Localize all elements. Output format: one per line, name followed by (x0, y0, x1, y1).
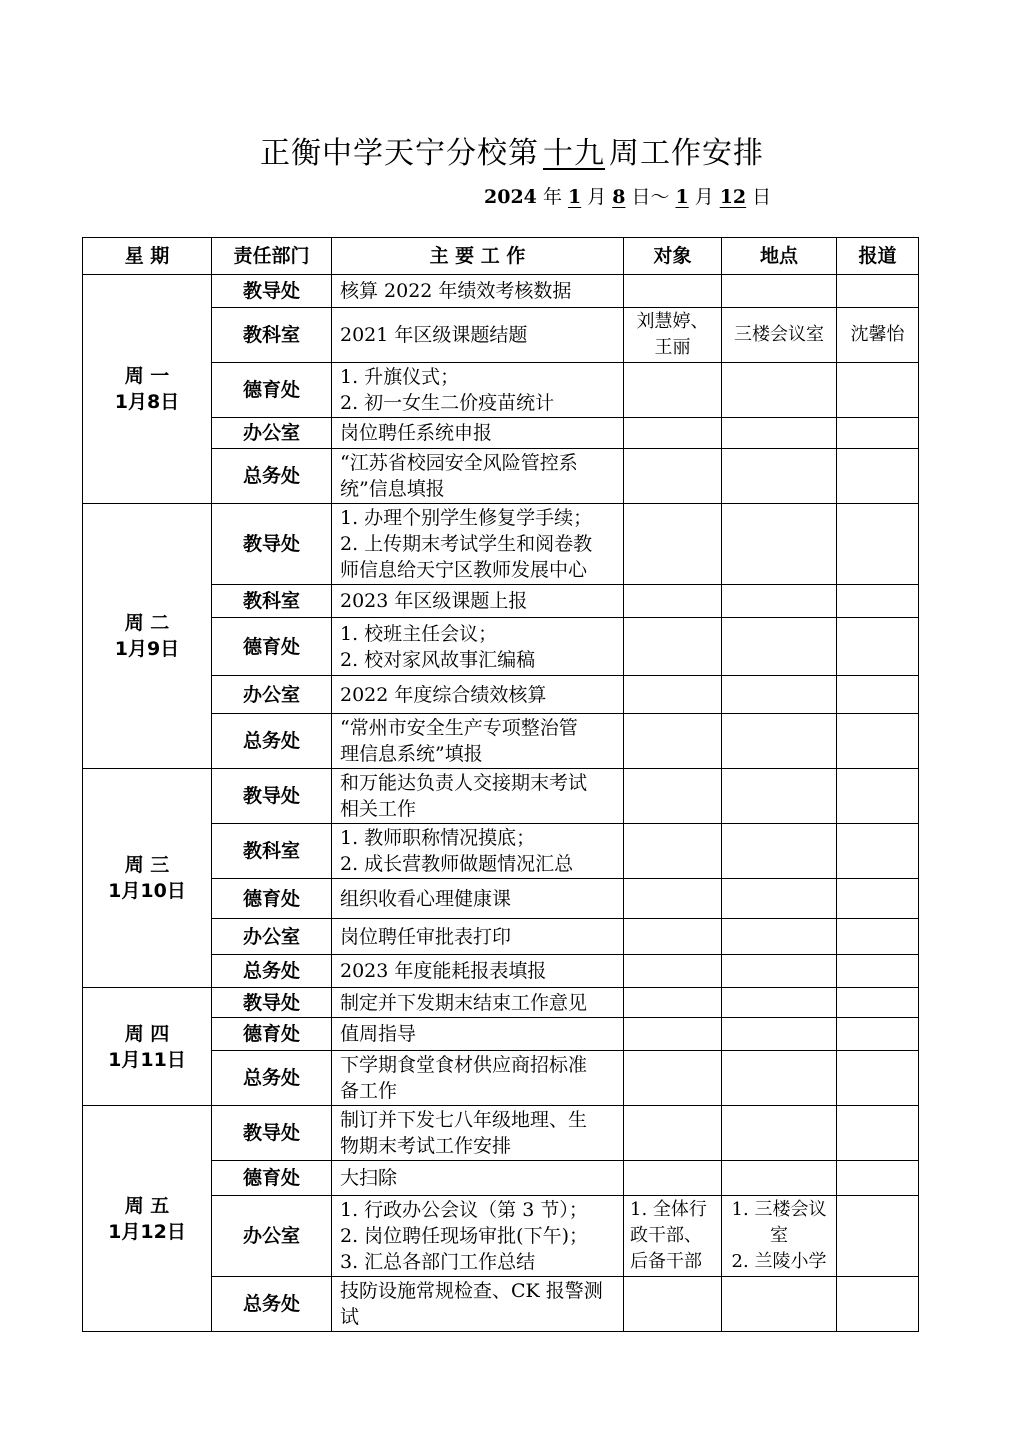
place-cell (722, 1161, 837, 1196)
dept-cell: 办公室 (212, 676, 332, 714)
work-cell (332, 955, 624, 988)
target-cell (624, 585, 722, 618)
place-cell (722, 919, 837, 955)
cell-line: “江苏省校园安全风险管控系 (340, 452, 578, 474)
work-cell (332, 418, 624, 449)
work-cell (332, 1277, 624, 1332)
report-cell (837, 1018, 919, 1051)
report-cell (837, 504, 919, 585)
cell-line: 制定并下发期末结束工作意见 (340, 991, 588, 1014)
work-cell (332, 919, 624, 955)
dept-cell: 办公室 (212, 1196, 332, 1277)
target-cell (624, 418, 722, 449)
place-cell (722, 585, 837, 618)
report-cell (837, 363, 919, 418)
dept-cell: 总务处 (212, 1277, 332, 1332)
dept-cell: 教导处 (212, 769, 332, 824)
report-cell (837, 449, 919, 504)
table-row (83, 769, 919, 824)
work-cell (332, 585, 624, 618)
cell-line: 1. 升旗仪式； (340, 366, 460, 388)
cell-line: “常州市安全生产专项整治管 (340, 717, 578, 739)
target-cell (624, 308, 722, 363)
place-cell (722, 308, 837, 363)
table-row (83, 988, 919, 1018)
cell-line: 2. 校对家风故事汇编稿 (340, 648, 536, 671)
column-header: 对象 (624, 238, 722, 275)
dept-cell: 德育处 (212, 1161, 332, 1196)
cell-line: 备工作 (340, 1080, 398, 1102)
target-cell (624, 1161, 722, 1196)
work-cell (332, 769, 624, 824)
date-label: 1月9日 (114, 638, 180, 660)
target-cell (624, 988, 722, 1018)
work-cell (332, 1051, 624, 1106)
work-cell (332, 449, 624, 504)
dept-cell: 德育处 (212, 1018, 332, 1051)
weekday-label: 周 三 (124, 854, 170, 876)
column-header: 地点 (722, 238, 837, 275)
target-cell (624, 275, 722, 308)
page-title: 正衡中学天宁分校第 十九 周工作安排 (260, 136, 764, 171)
cell-line: 1. 行政办公会议（第 3 节）； (340, 1199, 588, 1221)
work-cell (332, 1196, 624, 1277)
cell-line: 2. 岗位聘任现场审批(下午)； (340, 1225, 588, 1247)
target-cell (624, 769, 722, 824)
work-cell (332, 1018, 624, 1051)
report-cell (837, 1051, 919, 1106)
work-cell (332, 824, 624, 879)
place-cell (722, 824, 837, 879)
cell-line: 制订并下发七八年级地理、生 (340, 1109, 588, 1131)
cell-line: 物期末考试工作安排 (340, 1135, 512, 1157)
cell-line: 3. 汇总各部门工作总结 (340, 1251, 536, 1273)
cell-line: 2022 年度综合绩效核算 (340, 683, 547, 706)
report-cell (837, 955, 919, 988)
day-cell (83, 769, 212, 988)
place-cell (722, 275, 837, 308)
target-cell (624, 449, 722, 504)
dept-cell: 教科室 (212, 308, 332, 363)
place-cell (722, 1196, 837, 1277)
place-cell (722, 1051, 837, 1106)
work-cell (332, 879, 624, 919)
cell-line: 1. 三楼会议 (731, 1199, 827, 1220)
cell-line: 2023 年区级课题上报 (340, 590, 528, 612)
target-cell (624, 1018, 722, 1051)
column-header: 星 期 (83, 238, 212, 275)
report-cell (837, 418, 919, 449)
cell-line: 岗位聘任审批表打印 (340, 925, 512, 948)
place-cell (722, 1277, 837, 1332)
dept-cell: 教导处 (212, 504, 332, 585)
cell-line: 后备干部 (630, 1251, 702, 1272)
report-cell (837, 1106, 919, 1161)
cell-line: 试 (340, 1306, 360, 1328)
dept-cell: 教科室 (212, 585, 332, 618)
target-cell (624, 919, 722, 955)
dept-cell: 德育处 (212, 879, 332, 919)
cell-line: 2. 上传期末考试学生和阅卷教 (340, 533, 593, 555)
weekday-label: 周 一 (124, 365, 170, 387)
target-cell (624, 824, 722, 879)
target-cell (624, 618, 722, 676)
dept-cell: 教导处 (212, 1106, 332, 1161)
column-header: 主 要 工 作 (332, 238, 624, 275)
cell-line: 和万能达负责人交接期末考试 (340, 772, 588, 794)
day-cell (83, 504, 212, 769)
work-cell (332, 275, 624, 308)
dept-cell: 教导处 (212, 275, 332, 308)
report-cell (837, 919, 919, 955)
cell-line: 师信息给天宁区教师发展中心 (340, 559, 588, 581)
cell-line: 2. 初一女生二价疫苗统计 (340, 392, 555, 414)
report-cell (837, 676, 919, 714)
week-number: 十九 (543, 136, 605, 171)
cell-line: 三楼会议室 (734, 324, 824, 345)
report-cell (837, 824, 919, 879)
target-cell (624, 1277, 722, 1332)
report-cell (837, 1277, 919, 1332)
dept-cell: 总务处 (212, 714, 332, 769)
date-label: 1月8日 (114, 391, 180, 413)
date-label: 1月11日 (108, 1048, 186, 1071)
target-cell (624, 714, 722, 769)
column-header: 责任部门 (212, 238, 332, 275)
cell-line: 刘慧婷、 (636, 311, 709, 332)
weekday-label: 周 四 (124, 1022, 170, 1045)
report-cell (837, 879, 919, 919)
day-cell (83, 275, 212, 504)
place-cell (722, 714, 837, 769)
cell-line: 2021 年区级课题结题 (340, 324, 528, 346)
place-cell (722, 988, 837, 1018)
dept-cell: 总务处 (212, 955, 332, 988)
report-cell (837, 1196, 919, 1277)
place-cell (722, 363, 837, 418)
place-cell (722, 955, 837, 988)
day-cell (83, 1106, 212, 1332)
table-row (83, 275, 919, 308)
weekday-label: 周 五 (124, 1194, 170, 1217)
target-cell (624, 1051, 722, 1106)
work-cell (332, 308, 624, 363)
place-cell (722, 618, 837, 676)
cell-line: 室 (770, 1225, 788, 1246)
place-cell (722, 676, 837, 714)
table-header-row (83, 238, 919, 275)
cell-line: 2. 兰陵小学 (731, 1251, 827, 1272)
report-cell (837, 585, 919, 618)
column-header: 报道 (837, 238, 919, 275)
cell-line: 组织收看心理健康课 (340, 887, 512, 910)
place-cell (722, 879, 837, 919)
place-cell (722, 418, 837, 449)
date-range: 2024 年 1 月 8 日～ 1 月 12 日 (484, 186, 772, 208)
cell-line: 值周指导 (340, 1023, 417, 1045)
dept-cell: 总务处 (212, 1051, 332, 1106)
dept-cell: 总务处 (212, 449, 332, 504)
cell-line: 岗位聘任系统申报 (340, 422, 493, 444)
cell-line: 理信息系统”填报 (340, 743, 483, 765)
target-cell (624, 676, 722, 714)
cell-line: 王丽 (654, 337, 691, 358)
cell-line: 1. 全体行 (630, 1199, 707, 1220)
schedule-table (82, 237, 919, 1332)
work-cell (332, 618, 624, 676)
cell-line: 相关工作 (340, 798, 417, 820)
work-cell (332, 1106, 624, 1161)
report-cell (837, 1161, 919, 1196)
report-cell (837, 769, 919, 824)
work-cell (332, 504, 624, 585)
date-label: 1月12日 (108, 1220, 186, 1243)
cell-line: 1. 办理个别学生修复学手续； (340, 507, 593, 529)
cell-line: 政干部、 (630, 1225, 702, 1246)
cell-line: 统”信息填报 (340, 478, 445, 500)
cell-line: 下学期食堂食材供应商招标准 (340, 1054, 588, 1076)
work-cell (332, 676, 624, 714)
target-cell (624, 504, 722, 585)
report-cell (837, 988, 919, 1018)
cell-line: 大扫除 (340, 1167, 398, 1189)
work-cell (332, 363, 624, 418)
dept-cell: 办公室 (212, 919, 332, 955)
work-cell (332, 988, 624, 1018)
cell-line: 技防设施常规检查、CK 报警测 (340, 1280, 603, 1302)
dept-cell: 办公室 (212, 418, 332, 449)
target-cell (624, 1106, 722, 1161)
cell-line: 1. 校班主任会议； (340, 622, 498, 645)
cell-line: 2023 年度能耗报表填报 (340, 960, 547, 982)
work-cell (332, 1161, 624, 1196)
place-cell (722, 449, 837, 504)
dept-cell: 德育处 (212, 363, 332, 418)
cell-line: 核算 2022 年绩效考核数据 (340, 280, 572, 302)
table-row (83, 504, 919, 585)
target-cell (624, 1196, 722, 1277)
target-cell (624, 955, 722, 988)
report-cell (837, 275, 919, 308)
cell-line: 1. 教师职称情况摸底； (340, 827, 536, 849)
day-cell (83, 988, 212, 1106)
dept-cell: 德育处 (212, 618, 332, 676)
report-cell: 沈馨怡 (837, 308, 919, 363)
place-cell (722, 1106, 837, 1161)
place-cell (722, 769, 837, 824)
date-label: 1月10日 (108, 880, 186, 902)
target-cell (624, 363, 722, 418)
weekday-label: 周 二 (124, 612, 170, 634)
place-cell (722, 1018, 837, 1051)
dept-cell: 教科室 (212, 824, 332, 879)
cell-line: 2. 成长营教师做题情况汇总 (340, 853, 574, 875)
work-cell (332, 714, 624, 769)
report-cell (837, 618, 919, 676)
dept-cell: 教导处 (212, 988, 332, 1018)
report-cell (837, 714, 919, 769)
table-row (83, 1106, 919, 1161)
place-cell (722, 504, 837, 585)
target-cell (624, 879, 722, 919)
